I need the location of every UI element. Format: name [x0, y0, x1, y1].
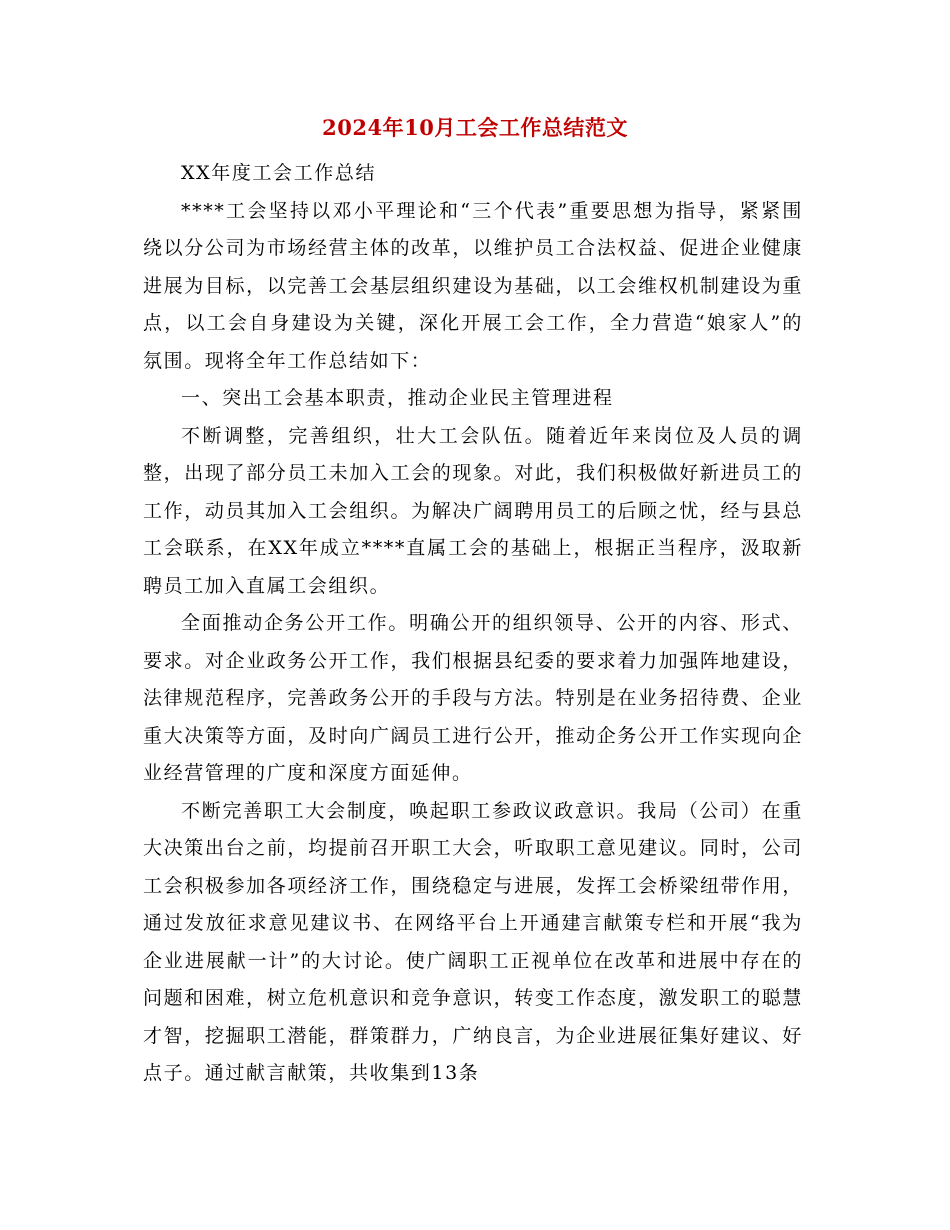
document-body	[143, 155, 803, 1093]
paragraph-staff-congress: 不断完善职工大会制度，唤起职工参政议政意识。我局（公司）在重大决策出台之前，均提前召开职工大会，听取职工意见建议。同时，公司工会积极参加各项经济工作，围绕稳定与进展，发挥工会桥梁纽带作用，通过发放征求意见建议书、在网络平台上开通建言献策专栏和开展“我为企业进展献一计”的大讨论。使广阔职工正视单位在改革和进展中存在的问题和困难，树立危机意识和竞争意识，转变工作态度，激发职工的聪慧才智，挖掘职工潜能，群策群力，广纳良言，为企业进展征集好建议、好点子。通过献言献策，共收集到13条	[143, 799, 803, 1084]
section-heading-1: 一、突出工会基本职责，推动企业民主管理进程	[181, 387, 614, 409]
document-title: 2024年10月工会工作总结范文	[322, 115, 628, 140]
paragraph-subtitle: XX年度工会工作总结	[181, 162, 377, 184]
paragraph-organization: 不断调整，完善组织，壮大工会队伍。随着近年来岗位及人员的调整，出现了部分员工未加入工会的现象。对此，我们积极做好新进员工的工作，动员其加入工会组织。为解决广阔聘用员工的后顾之忧，经与县总工会联系，在XX年成立****直属工会的基础上，根据正当程序，汲取新聘员工加入直属工会组织。	[143, 424, 803, 597]
paragraph-affairs-disclosure: 全面推动企务公开工作。明确公开的组织领导、公开的内容、形式、要求。对企业政务公开工作，我们根据县纪委的要求着力加强阵地建设，法律规范程序，完善政务公开的手段与方法。特别是在业务招待费、企业重大决策等方面，及时向广阔员工进行公开，推动企务公开工作实现向企业经营管理的广度和深度方面延伸。	[143, 612, 803, 784]
paragraph-intro: ****工会坚持以邓小平理论和“三个代表”重要思想为指导，紧紧围绕以分公司为市场经营主体的改革，以维护员工合法权益、促进企业健康进展为目标，以完善工会基层组织建设为基础，以工会维权机制建设为重点，以工会自身建设为关键，深化开展工会工作，全力营造“娘家人”的氛围。现将全年工作总结如下：	[143, 199, 803, 372]
